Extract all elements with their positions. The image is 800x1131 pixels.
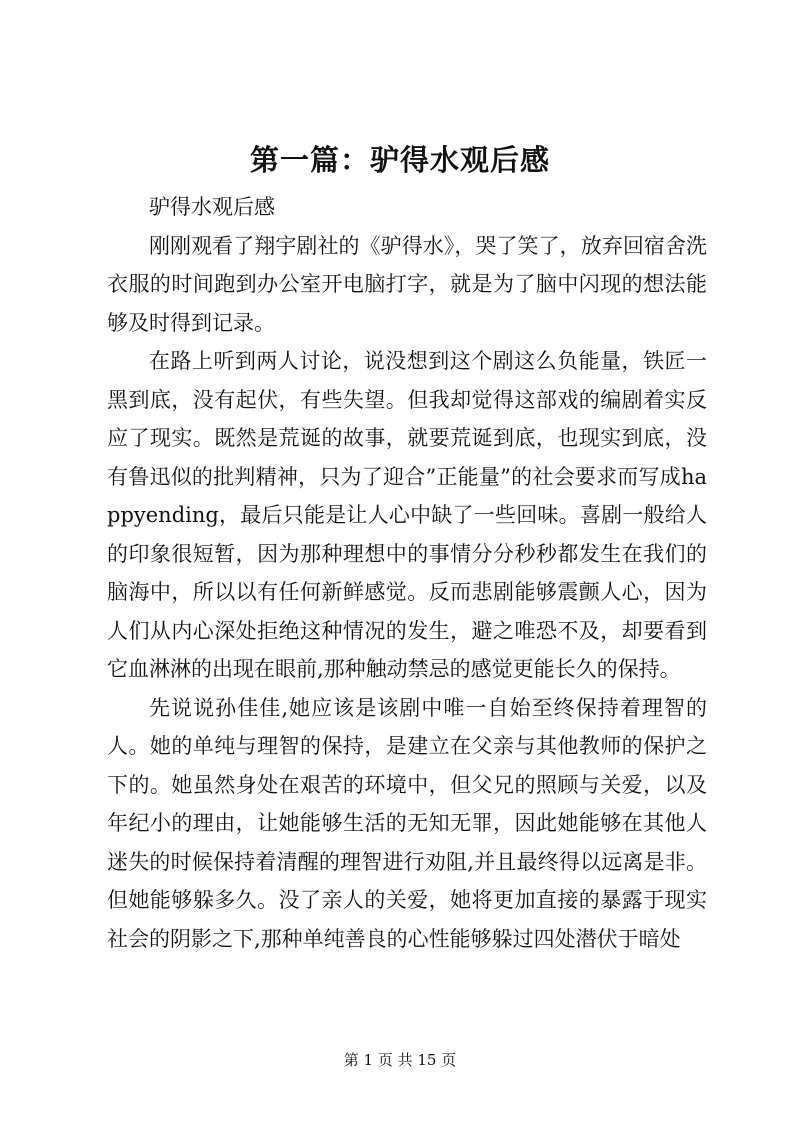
document-title: 第一篇：驴得水观后感	[249, 143, 550, 177]
document-body	[107, 188, 707, 958]
page-number: 第 1 页 共 15 页	[343, 1051, 457, 1069]
paragraph-subtitle: 驴得水观后感	[149, 195, 275, 219]
paragraph: 在路上听到两人讨论，说没想到这个剧这么负能量，铁匠一黑到底，没有起伏，有些失望。但我却觉得这部戏的编剧着实反应了现实。既然是荒诞的故事，就要荒诞到底，也现实到底，没有鲁迅似的批判精神，只为了迎合”正能量”的社会要求而写成happyending，最后只能是让人心中缺了一些回味。喜剧一般给人的印象很短暂，因为那种理想中的事情分分秒秒都发生在我们的脑海中，所以以有任何新鲜感觉。反而悲剧能够震颤人心，因为人们从内心深处拒绝这种情况的发生，避之唯恐不及，却要看到它血淋淋的出现在眼前,那种触动禁忌的感觉更能长久的保持。	[107, 349, 707, 681]
paragraph: 刚刚观看了翔宇剧社的《驴得水》，哭了笑了，放弃回宿舍洗衣服的时间跑到办公室开电脑打字，就是为了脑中闪现的想法能够及时得到记录。	[107, 233, 707, 335]
paragraph: 先说说孙佳佳,她应该是该剧中唯一自始至终保持着理智的人。她的单纯与理智的保持，是建立在父亲与其他教师的保护之下的。她虽然身处在艰苦的环境中，但父兄的照顾与关爱，以及年纪小的理由，让她能够生活的无知无罪，因此她能够在其他人迷失的时候保持着清醒的理智进行劝阻,并且最终得以远离是非。但她能够躲多久。没了亲人的关爱，她将更加直接的暴露于现实社会的阴影之下,那种单纯善良的心性能够躲过四处潜伏于暗处	[107, 695, 707, 951]
